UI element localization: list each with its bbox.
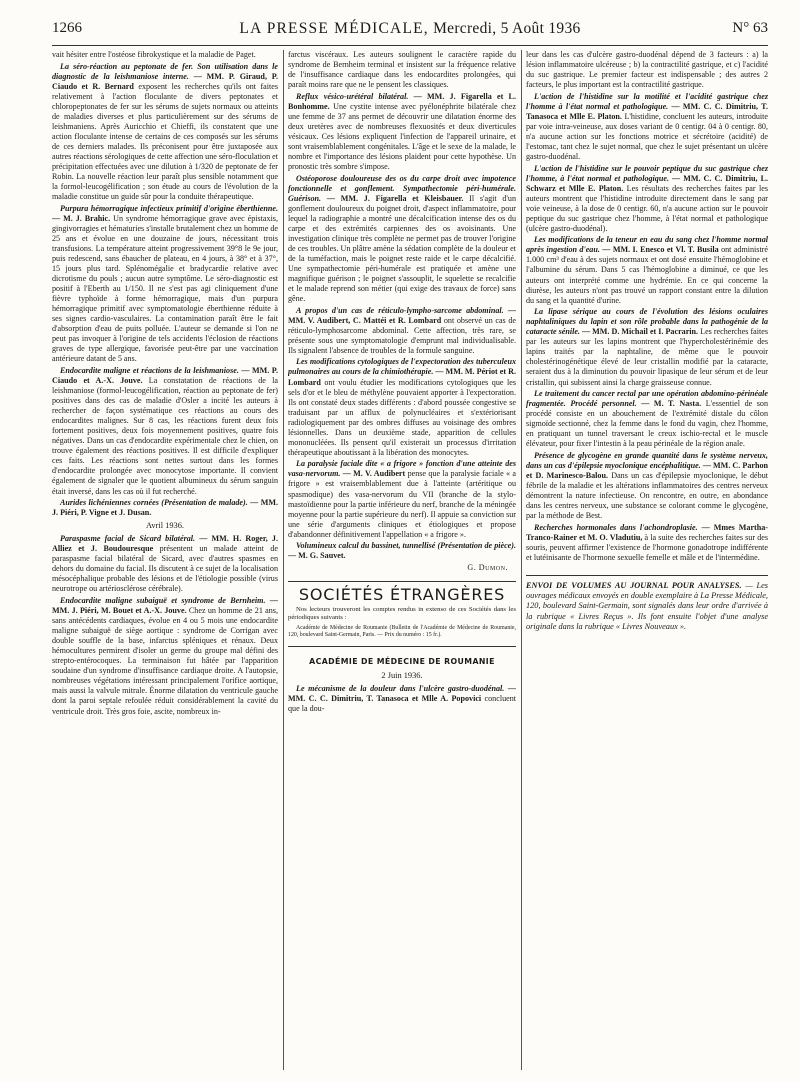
abstract-text: ont observé un cas de réticulo-lymphosarcome abdominal. Cette affection, très rare, se présente sous une symptomatologie d'emprunt mal individualisable. Ils signalent l'absence de troubles de la formule sanguine. xyxy=(288,315,516,355)
notice-heading: ENVOI DE VOLUMES AU JOURNAL POUR ANALYSES. xyxy=(526,580,742,590)
abstract-title: Recherches hormonales dans l'achondroplasie. xyxy=(534,522,698,532)
abstract-text: exposent les recherches qu'ils ont faites relativement à l'action floculante de divers peptonates et chloropeptonates de fer sur les sérums de sujets normaux ou atteints de maladies diverses et plus particulièrement sur des sérums de leishmaniens. Après Auricchio et Chieffi, ils constatent que une action floculante intense de certains de ces composés sur les sérums de ces derniers malades. Ils préconisent pour être juxtaposée aux autres réactions sérologiques de cette affection une séro-floculation et précipitation effectuées avec une dilution à 1/320 de peptonate de fer Robin. La nouvelle réaction leur paraît plus sensible notamment que la formol-leucogélification ; son étude au cours de l'évolution de la maladie constitue un guide sûr pour la conduite thérapeutique. xyxy=(52,81,278,202)
running-title xyxy=(52,20,768,38)
abstract-title: Reflux vésico-urétéral bilatéral. xyxy=(296,91,409,101)
abstract-authors: — MM. I. Enesco et Vl. T. Busila xyxy=(602,245,719,255)
issue-date: Mercredi, 5 Août 1936 xyxy=(433,20,581,37)
page-header xyxy=(52,20,768,42)
abstract xyxy=(526,451,768,521)
abstract-authors: — MM. J. Piéri, M. Bouet et A.-X. Jouve. xyxy=(52,595,278,616)
signature: G. Dumon. xyxy=(467,562,508,572)
abstract-title: La séro-réaction au peptonate de fer. Son utilisation dans le diagnostic de la leishmaniose interne. xyxy=(52,61,278,81)
abstract xyxy=(526,235,768,305)
abstract xyxy=(52,204,278,365)
paragraph: vait hésiter entre l'ostéose fibrokystique et la maladie de Paget. xyxy=(52,50,256,59)
abstract-title: Présence de glycogène en grande quantité dans le système nerveux, dans un cas d'épilepsie myoclonique encéphalitique. xyxy=(526,450,768,470)
abstract-text: Dans un cas d'épilepsie myoclonique, le début fébrile de la maladie et les altérations inflammatoires des centres nerveux démontrent la nature infectieuse. On rencontre, en outre, en abondance dans les centres nerveux, une substance se colorant comme le glycogène, par la méthode de Best. xyxy=(526,470,768,521)
abstract-title: Les modifications de la teneur en eau du sang chez l'homme normal après ingestion d'eau. xyxy=(526,235,768,255)
abstract-authors: — M. T. Nasta. xyxy=(641,399,702,409)
abstract-authors: — M. J. Brahic. xyxy=(52,213,111,223)
abstract xyxy=(288,357,516,457)
abstract-authors: — MM. D. Michail et I. Pacrarin. xyxy=(582,327,699,337)
abstract xyxy=(288,174,516,305)
abstract-title: Ostéoporose douloureuse des os du carpe droit avec impotence fonctionnelle et gonflement. Sympathectomie péri-humérale. Guérison. xyxy=(288,173,516,203)
abstract-authors: — MM. J. Figarella et Kleisbauer. xyxy=(326,193,464,203)
abstract-title: L'action de l'histidine sur la motilité et l'acidité gastrique chez l'homme à l'état normal et pathologique. xyxy=(526,91,768,111)
column-2 xyxy=(288,50,516,1075)
abstract xyxy=(526,92,768,162)
abstract-title: Le mécanisme de la douleur dans l'ulcère gastro-duodénal. xyxy=(296,684,505,694)
abstract-text: La constatation de réactions de la leishmaniose (formol-leucogélification, réaction au peptonate de fer) positives dans des cas de maladie d'Osler a incité les auteurs à rechercher de façon systématique ces réactions au cours des endocardites malignes. Sur 8 cas, les réactions furent deux fois fortement positives, deux fois moyennement positives, quatre fois négatives. Dans un cas d'endocardite expérimentale chez le chien, on trouve également des réactions positives. Il est difficile d'expliquer ces faits. Les réactions sont nettes surtout dans les formes d'endocardite prolongée avec monocytose importante. Il convient également de signaler que le quotient albumineux du sérum sanguin était inversé, dans les cas où il fut recherché. xyxy=(52,376,278,496)
abstract xyxy=(288,306,516,356)
abstract-text: à la suite des recherches faites sur des souris, peuvent affirmer l'existence de l'hormone gonadotrope indifférente et lutéinisante de l'hormone sexuelle femelle et mâle et de l'intermédine. xyxy=(526,532,768,562)
abstract-title: Purpura hémorragique infectieux primitif d'origine éberthienne. xyxy=(60,203,278,213)
abstract-text: concluent que la dou- xyxy=(288,694,516,714)
section-intro: Nos lecteurs trouveront les comptes rendus in extenso de ces Sociétés dans les périodiques suivants : xyxy=(288,605,516,622)
abstract-authors: — MM. M. Périot et R. Lombard xyxy=(288,367,516,387)
paragraph: farctus viscéraux. Les auteurs soulignent le caractère rapide du syndrome de Bernheim terminal et insistent sur la fréquence relative de l'insuffisance cardiaque dans les endocardites prolongées, qui paraît moins rare que ne le pensent les classiques. xyxy=(288,50,516,90)
abstract-text: L'essentiel de son procédé consiste en un abouchement de l'extrémité distale du côlon sigmoïde sectionné, chez la femme dans le fond du vagin, chez l'homme, en pratiquant un tunnel traversant le creux ischio-rectal et le muscle élévateur, pour fixer l'intestin à la peau périnéale de la région anale. xyxy=(526,399,768,449)
abstract xyxy=(52,366,278,497)
abstract xyxy=(52,596,278,717)
page-number: 1266 xyxy=(52,20,82,36)
abstract xyxy=(288,684,516,714)
abstract-authors: — MM. C. Parhon et D. Marinesco-Balou. xyxy=(526,460,768,480)
abstract-authors: — MM. P. Ciaudo et A.-X. Jouve. xyxy=(52,365,278,385)
abstract-title: Les modifications cytologiques de l'expectoration des tuberculeux pulmonaires au cours de la chimiothérapie. xyxy=(288,357,516,377)
abstract xyxy=(52,534,278,594)
abstract-title: La lipase sérique au cours de l'évolution des lésions oculaires naphtaliniques du lapin et son rôle probable dans la pathogénie de la cataracte sénile. xyxy=(526,307,768,337)
abstract-authors: — MM. J. Figarella et L. Bonhomme. xyxy=(288,91,516,111)
column-1 xyxy=(52,50,278,1075)
abstract-authors: — MM. J. Piéri, P. Vigne et J. Dusan. xyxy=(52,498,278,518)
abstract-authors: — MM. V. Audibert, C. Mattéi et R. Lombard xyxy=(288,305,516,325)
issue-number: N° 63 xyxy=(732,20,768,36)
session-date: Avril 1936. xyxy=(146,521,184,531)
abstract-title: A propos d'un cas de réticulo-lympho-sarcome abdominal. xyxy=(296,305,504,315)
abstract-authors: — M. G. Sauvet. xyxy=(288,551,346,561)
abstract xyxy=(526,164,768,234)
abstract-title: La paralysie faciale dite « a frigore » fonction d'une atteinte des vasa-nervorum. xyxy=(288,459,516,479)
abstract-authors: — Mmes Martha-Tranco-Rainer et M. O. Vladutiu, xyxy=(526,522,768,542)
abstract-text: pense que la paralysie faciale « a frigore » est vraisemblablement due à l'atteinte (artéritique ou spasmodique) des vasa-nervorum du VII (branche de la stylo-mastoïdienne pour la partie inférieure du nerf, branche de la méningée moyenne pour la partie supérieure du nerf). Il appuie sa conviction sur une série d'arguments cliniques et étiologiques et propose d'abandonner définitivement l'appellation « a frigore ». xyxy=(288,469,516,539)
abstract-text: présentent un malade atteint de paraspasme facial bilatéral de Sicard, avec d'autres spasmes en dehors du domaine du facial. Ils discutent à ce sujet de la localisation mésocéphalique probable des lésions et de l'étiologie possible (virus neurotrope ou artériosclérose cérébrale). xyxy=(52,544,278,594)
abstract-authors: — MM. C. C. Dimitriu, L. Schwarz et Mlle E. Platon. xyxy=(526,173,768,193)
abstract-authors: — MM. C. C. Dimitriu, T. Tanasoca et Mlle E. Platon. xyxy=(526,101,768,121)
abstract-title: Endocardite maligne subaiguë et syndrome de Bernheim. xyxy=(60,595,266,605)
abstract-title: Le traitement du cancer rectal par une opération abdomino-périnéale fragmentée. Procédé personnel. xyxy=(526,389,768,409)
column-divider xyxy=(283,50,284,1070)
abstract-title: Aurides lichéniennes cornées (Présentation de malade). xyxy=(60,498,248,508)
session-date: 2 Juin 1936. xyxy=(381,671,423,681)
section-title: SOCIÉTÉS ÉTRANGÈRES xyxy=(298,584,506,604)
section-periodical: Académie de Médecine de Roumanie (Bulletin de l'Académie de Médecine de Roumanie, 120, boulevard Saint-Germain, Paris. — Prix du numéro : 15 fr.). xyxy=(288,624,516,639)
abstract-text: Une cystite intense avec pyélonéphrite bilatérale chez une femme de 37 ans permet de découvrir une dilatation énorme des deux uretères avec de nombreuses flexuosités et deux diverticules vésicaux. Ces lésions expliquent l'infection de l'appareil urinaire, et sont vraisemblablement congénitales. L'âge et le sexe de la malade, le nombre et l'importance des lésions plaident pour cette hypothèse. Un pronostic très sombre s'impose. xyxy=(288,101,516,172)
abstract xyxy=(288,92,516,172)
journal-name: LA PRESSE MÉDICALE, xyxy=(239,20,429,37)
abstract-text: ont voulu étudier les modifications cytologiques que les sels d'or et le bleu de méthylène pouvaient apporter à l'expectoration. Ils ont constaté deux stades différents : d'abord poussée congestive se traduisant par un afflux de polynucléaires et s'extériorisant radiologiquement par des ombres diffuses au voisinage des ombres lésionnelles. Dans un deuxième stade, apparition de cellules mononucléées. Ils pensent qu'il existerait un processus d'irritation thérapeutique aboutissant à la libération des monocytes. xyxy=(288,377,516,457)
abstract-authors: — MM. C. C. Dimitriu, T. Tanasoca et Mlle A. Popovici xyxy=(288,684,516,704)
abstract-title: L'action de l'histidine sur le pouvoir peptique du suc gastrique chez l'homme, à l'état normal et pathologique. xyxy=(526,163,768,183)
column-3 xyxy=(526,50,768,1075)
abstract-text: Les recherches faites par les auteurs sur les lapins montrent que l'hypercholestérinémie des lapins traités par la naphtaline, de même que le pouvoir cholestérinogénétique élevé de leur cristallin modifié par la cataracte, seraient dus à la diminution du pouvoir lipasique de leur sérum et de leur cristallin, qui subissent ainsi la charge graisseuse connue. xyxy=(526,327,768,387)
abstract xyxy=(526,389,768,449)
abstract-text: Il s'agit d'un gonflement douloureux du poignet droit, d'aspect inflammatoire, pour lequel la radiographie a montré une décalcification intense des os du carpe et des extrémités carpiennes des os avoisinants. Une investigation clinique très complète ne permet pas de trouver l'origine de ces troubles. Un plâtre amène la sédation complète de la douleur et de la tuméfaction, mais le poignet reste raide et le carpe décalcifié. Une sympathectomie péri-humérale est pratiquée et amène une magnifique guérison ; le poignet s'assouplit, le squelette se recalcifie et le malade reprend son métier (qui exige des travaux de force) sans gêne. xyxy=(288,193,516,304)
abstract-authors: — MM. H. Roger, J. Alliez et J. Boudouresque xyxy=(52,534,278,554)
abstract-text: ont administré 1.000 cm³ d'eau à des sujets normaux et ont dosé ensuite l'hémoglobine et l'albumine du sérum. Dans 5 cas l'hémoglobine a diminué, ce que les auteurs ont interprété comme une hydrémie. En ce qui concerne la diurèse, les auteurs n'ont pas trouvé un rapport constant entre la dilution du sang et la quantité d'urine. xyxy=(526,245,768,305)
abstract-text: Un syndrome hémorragique grave avec épistaxis, gingivorragies et hématuries s'installe brutalement chez un homme de 25 ans et évolue en une douzaine de jours, nécessitant trois transfusions. La température atteint progressivement 39°8 le 9e jour, puis redescend, sans ébaucher de plateau, en 4 jours, à 38° et à 37°, 15 jours plus tard. Splénomégalie et bradycardie relative avec dicrotisme du pouls ; aucun autre symptôme. Le séro-diagnostic est positif à l'Eberth au 1/150. Il ne s'est pas agi cliniquement d'une fièvre typhoïde à forme hémorragique, mais d'un purpura hémorragique primitif avec symptomatologie éberthienne réduite à ses signes cardio-vasculaires. La contamination paraît être le fait d'absorption d'eau de puits polluée. L'auteur se demande si l'on ne peut pas invoquer à l'origine de tels accidents l'éclosion de réactions graves de type allergique, favorisée peut-être par une vaccination antérieure datant de 5 ans. xyxy=(52,213,278,364)
abstract-text: Les résultats des recherches faites par les auteurs montrent que l'histidine introduite directement dans le sang par voie veineuse, à la dose de 0 centigr. 60, n'a aucune action sur le pouvoir peptique du suc gastrique chez l'homme, à l'état normal et pathologique (ulcère gastro-duodénal). xyxy=(526,183,768,233)
abstract-text: Chez un homme de 21 ans, sans antécédents cardiaques, évolue en 4 ou 5 mois une endocardite maligne subaiguë de siège aortique : syndrome de Corrigan avec double souffle de la base, infarctus spléniques et rénaux. Deux hémocultures permirent d'isoler un germe du groupe mal défini des strepto-entérocoques. La terminaison fut hâtée par l'apparition soudaine d'un syndrome d'insuffisance cardiaque droite. A l'autopsie, nombreuses végétations intéressant principalement l'orifice aortique, mais aussi la valvule mitrale. Énorme dilatation du ventricule gauche dont la paroi septale refoulée réduit considérablement la cavité du ventricule droit. Très gros foie, ascite, nombreux in- xyxy=(52,606,278,716)
abstract-title: Volumineux calcul du bassinet, tunnellisé (Présentation de pièce). xyxy=(296,541,516,551)
abstract xyxy=(288,459,516,539)
column-divider xyxy=(521,50,522,1070)
abstract-title: Endocardite maligne et réactions de la leishmaniose. xyxy=(60,365,239,375)
abstract xyxy=(526,523,768,563)
abstract xyxy=(52,62,278,203)
notice-box xyxy=(526,575,768,632)
section-box xyxy=(288,581,516,647)
abstract xyxy=(288,541,516,561)
abstract xyxy=(52,498,278,518)
paragraph: leur dans les cas d'ulcère gastro-duodénal dépend de 3 facteurs : a) la lésion inflammatoire ulcéreuse ; b) la contractilité gastrique, et c) l'acidité du suc gastrique. Le premier facteur est indispensable ; des autres 2 facteurs, le plus important est la contractilité gastrique. xyxy=(526,50,768,90)
abstract xyxy=(526,307,768,387)
abstract-authors: — MM. P. Giraud, P. Ciaudo et R. Bernard xyxy=(52,71,278,91)
academy-title: ACADÉMIE DE MÉDECINE DE ROUMANIE xyxy=(309,657,495,667)
header-rule xyxy=(52,45,768,46)
notice xyxy=(526,581,768,632)
abstract-authors: — M. V. Audibert xyxy=(342,469,406,479)
abstract-title: Paraspasme facial de Sicard bilatéral. xyxy=(60,534,196,544)
abstract-text: L'histidine, concluent les auteurs, introduite par voie intra-veineuse, aux doses variant de 0 centigr. 04 à 0 centigr. 80, n'a aucune action sur les fonctions motrice et sécrétoire (acidité) de l'estomac, tant chez le sujet normal, que chez le sujet présentant un ulcère gastro-duodénal. xyxy=(526,111,768,161)
notice-text: — Les ouvrages médicaux envoyés en double exemplaire à La Presse Médicale, 120, boulevard Saint-Germain, sont signalés dans leur ordre d'arrivée à la rubrique « Livres Reçus ». Ils font ensuite l'objet d'une analyse originale dans la rubrique « Livres Nouveaux ». xyxy=(526,580,768,632)
